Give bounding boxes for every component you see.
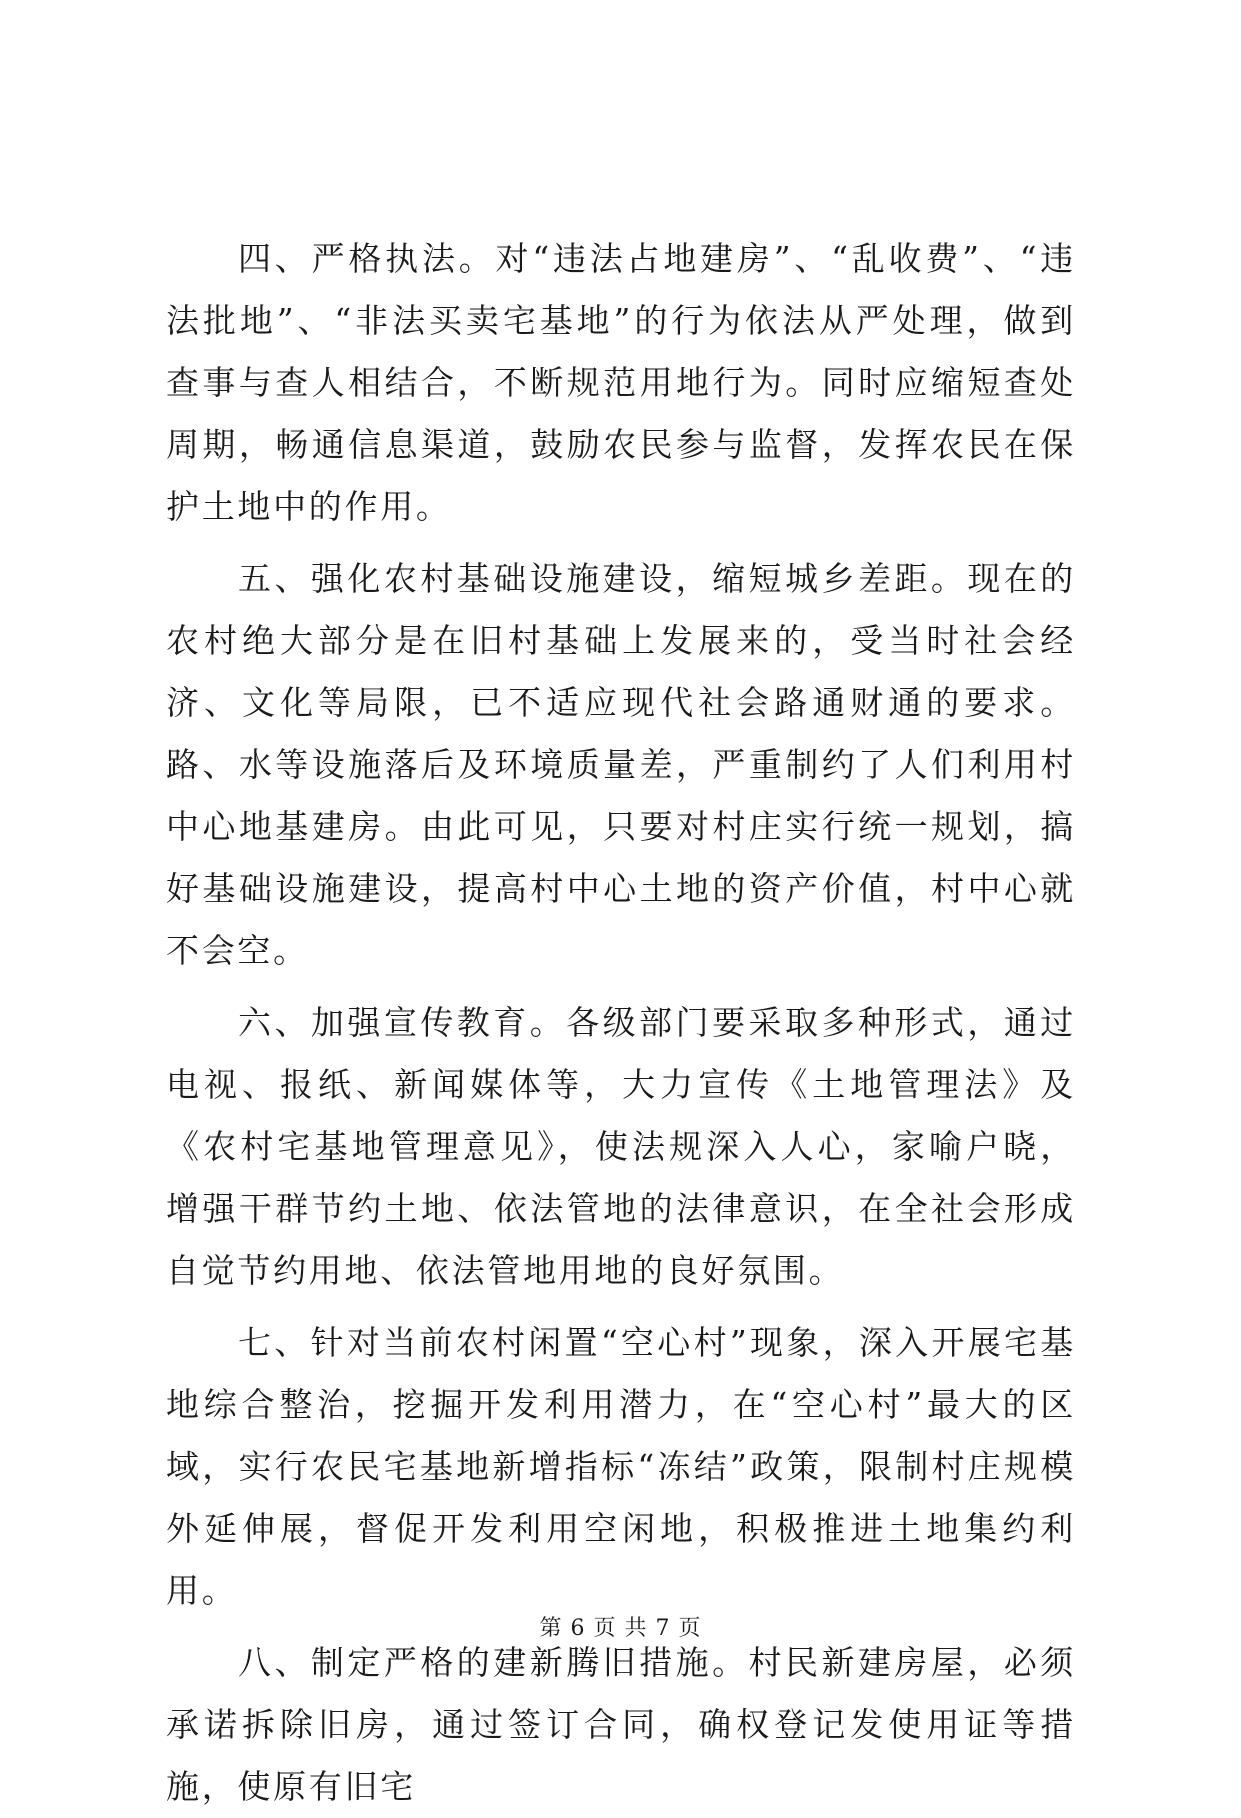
paragraph-strict-enforcement: 四、严格执法。对“违法占地建房”、“乱收费”、“违法批地”、“非法买卖宅基地”的行为依法从严处理，做到查事与查人相结合，不断规范用地行为。同时应缩短查处周期，畅通信息渠道，鼓励农民参与监督，发挥农民在保护土地中的作用。 xyxy=(166,239,1076,526)
paragraph-rural-infrastructure: 五、强化农村基础设施建设，缩短城乡差距。现在的农村绝大部分是在旧村基础上发展来的，受当时社会经济、文化等局限，已不适应现代社会路通财通的要求。路、水等设施落后及环境质量差，严重制约了人们利用村中心地基建房。由此可见，只要对村庄实行统一规划，搞好基础设施建设，提高村中心土地的资产价值，村中心就不会空。 xyxy=(166,559,1076,970)
paragraph-publicity-education: 六、加强宣传教育。各级部门要采取多种形式，通过电视、报纸、新闻媒体等，大力宣传《土地管理法》及《农村宅基地管理意见》，使法规深入人心，家喻户晓，增强干群节约土地、依法管地的法律意识，在全社会形成自觉节约用地、依法管地用地的良好氛围。 xyxy=(166,1003,1076,1290)
page-number-footer: 第 6 页 共 7 页 xyxy=(539,1616,702,1641)
paragraph-build-new-vacate-old: 八、制定严格的建新腾旧措施。村民新建房屋，必须承诺拆除旧房，通过签订合同，确权登记发使用证等措施，使原有旧宅 xyxy=(166,1643,1076,1806)
paragraph-hollow-village: 七、针对当前农村闲置“空心村”现象，深入开展宅基地综合整治，挖掘开发利用潜力，在“空心村”最大的区域，实行农民宅基地新增指标“冻结”政策，限制村庄规模外延伸展，督促开发利用空闲地，积极推进土地集约利用。 xyxy=(166,1323,1076,1610)
document-body xyxy=(166,228,1076,1818)
